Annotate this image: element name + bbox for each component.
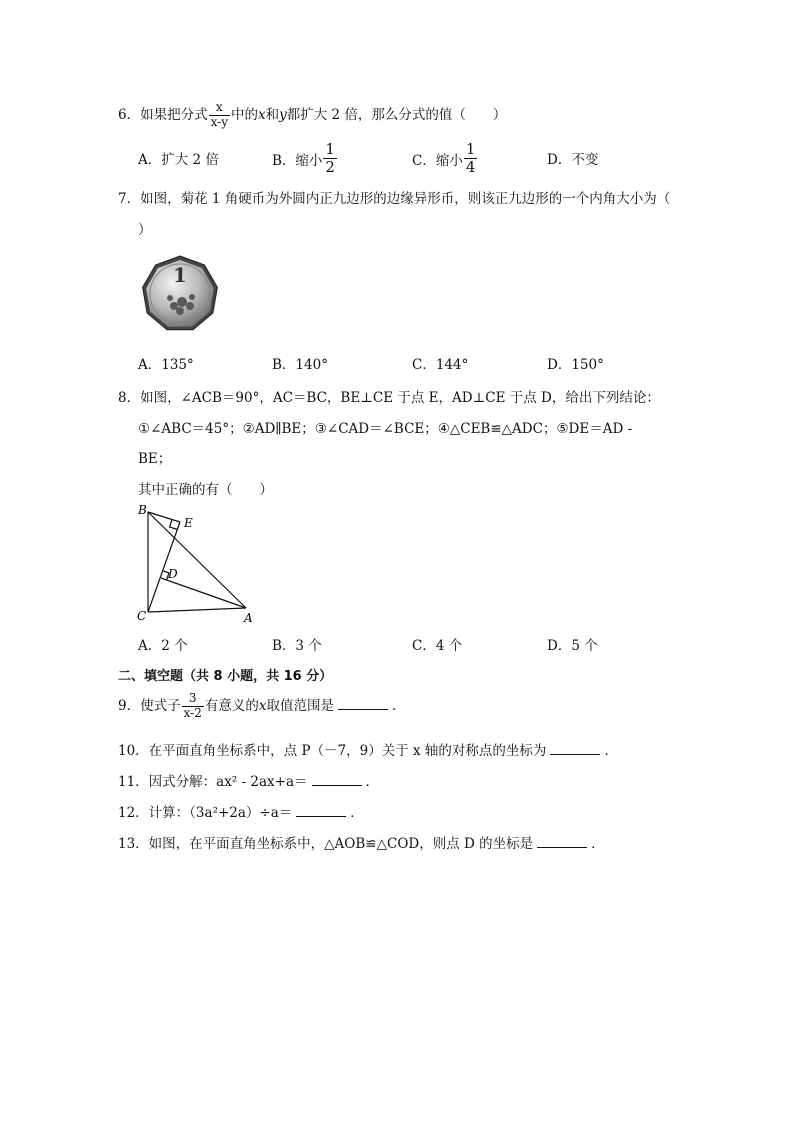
q7-option-b: B．140° [272, 357, 328, 373]
question-6 [118, 101, 506, 130]
q6-option-c [412, 141, 478, 177]
q13-text: 13．如图，在平面直角坐标系中，△AOB≌△COD，则点 D 的坐标是 [118, 836, 534, 852]
coin-digit: 1 [173, 263, 187, 287]
q9-fraction [182, 692, 204, 721]
q6-var-y: y [279, 106, 287, 123]
q12-answer-blank[interactable] [296, 815, 346, 817]
q11-text: 11．因式分解：ax² - 2ax+a＝ [118, 774, 308, 790]
q7-line1: 7．如图，菊花 1 角硬币为外圆内正九边形的边缘异形币，则该正九边形的一个内角大小为（ [118, 191, 671, 207]
q6-b-den: 2 [325, 158, 335, 177]
q6-mid1: 中的 [230, 106, 258, 123]
q12-end: ． [350, 805, 364, 821]
section-2-heading: 二、填空题（共 8 小题，共 16 分） [118, 669, 333, 684]
question-12 [118, 801, 364, 821]
q6-c-den: 4 [465, 158, 476, 177]
q6-option-b [272, 141, 338, 177]
q8-line1: 8．如图，∠ACB＝90°，AC＝BC，BE⊥CE 于点 E，AD⊥CE 于点 D，给出下列结论： [118, 390, 660, 406]
q9-frac-numerator: 3 [188, 691, 197, 705]
question-11 [118, 770, 379, 790]
q6-prefix: 如果把分式 [140, 106, 208, 123]
q7-option-d: D．150° [547, 357, 604, 373]
q13-end: ． [591, 836, 605, 852]
q6-c-num: 1 [465, 140, 476, 158]
q8-option-b: B．3 个 [272, 638, 322, 654]
label-C: C [137, 609, 147, 623]
segment-CA [148, 608, 246, 612]
question-10 [118, 739, 618, 759]
coin-image [140, 254, 220, 334]
q6-frac-numerator: x [215, 100, 223, 114]
q6-var-x: x [257, 106, 266, 123]
q8-option-c: C．4 个 [412, 638, 463, 654]
q8-option-d: D．5 个 [547, 638, 598, 654]
q6-frac-denominator: x-y [210, 114, 228, 129]
q12-text: 12．计算：（3a²+2a）÷a＝ [118, 805, 293, 821]
q9-end: ． [391, 697, 406, 714]
q10-answer-blank[interactable] [550, 753, 600, 755]
q8-line2: ①∠ABC＝45°；②AD∥BE；③∠CAD＝∠BCE；④△CEB≌△ADC；⑤DE＝AD - [138, 421, 633, 437]
q11-answer-blank[interactable] [312, 784, 362, 786]
q9-var-x: x [258, 697, 267, 714]
q9-frac-denominator: x-2 [183, 705, 202, 720]
q6-option-c-fraction [464, 141, 478, 177]
q7-option-a: A．135° [138, 357, 194, 373]
q7-option-c: C．144° [412, 357, 469, 373]
q6-option-b-fraction [323, 141, 337, 177]
q6-option-c-label: C．缩小 [412, 152, 463, 169]
segment-BA [148, 512, 246, 608]
q8-line3: BE； [138, 451, 172, 467]
q11-end: ． [365, 774, 380, 790]
q10-text: 10．在平面直角坐标系中，点 P（－7，9）关于 x 轴的对称点的坐标为 [118, 743, 547, 759]
q13-answer-blank[interactable] [537, 846, 587, 848]
label-B: B [138, 503, 147, 517]
question-9 [118, 692, 405, 721]
q6-fraction [209, 101, 230, 130]
q9-mid: 有意义的 [204, 697, 259, 714]
q6-number: 6． [118, 106, 141, 123]
q6-option-d: D．不变 [547, 152, 599, 168]
q6-suffix: 都扩大 2 倍，那么分式的值（ ） [286, 106, 507, 123]
q9-answer-blank[interactable] [338, 708, 388, 710]
q6-mid2: 和 [265, 106, 280, 123]
segment-AD [161, 578, 246, 608]
q6-option-b-label: B．缩小 [272, 152, 323, 169]
label-D: D [168, 567, 178, 581]
q8-line4: 其中正确的有（ ） [138, 482, 273, 498]
q8-option-a: A．2 个 [138, 638, 188, 654]
q8-figure [130, 500, 270, 628]
label-A: A [244, 611, 253, 625]
q6-b-num: 1 [325, 140, 335, 158]
question-13 [118, 832, 605, 852]
q7-line2: ） [138, 222, 152, 238]
q10-end: ． [604, 743, 618, 759]
q9-prefix: 9．使式子 [118, 697, 181, 714]
q9-suffix: 取值范围是 [266, 697, 334, 714]
label-E: E [184, 516, 193, 530]
q6-option-a: A．扩大 2 倍 [138, 152, 219, 168]
